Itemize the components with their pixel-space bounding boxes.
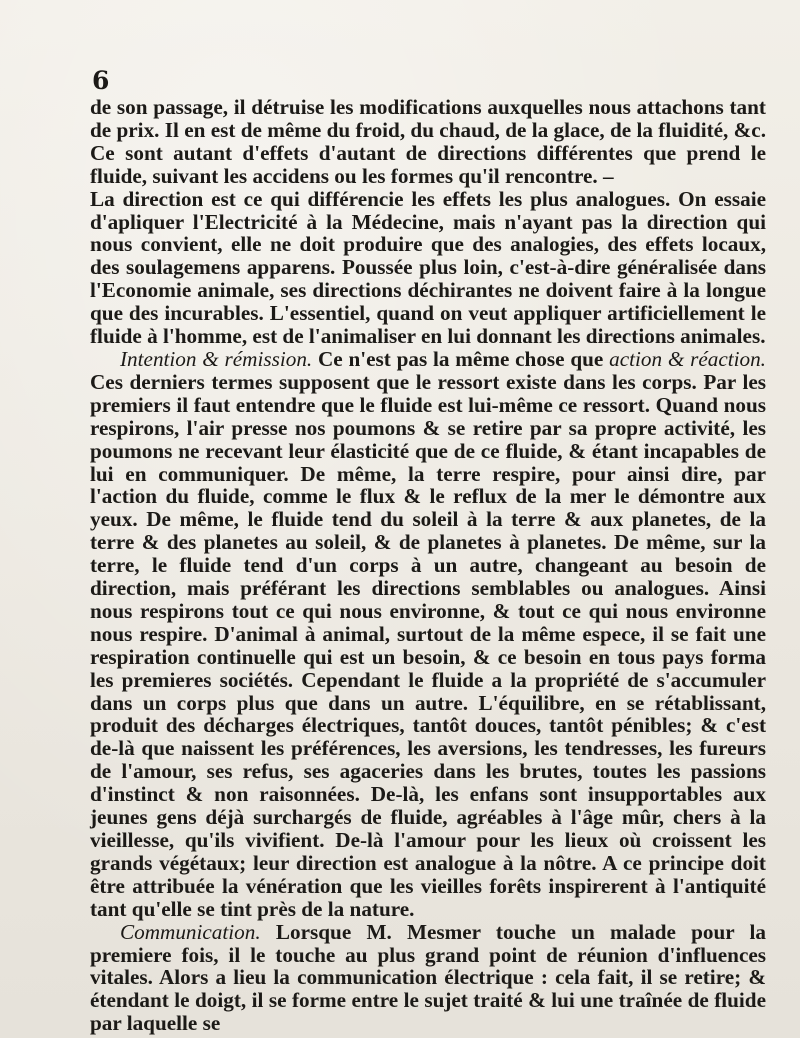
page-number: 6 (92, 66, 110, 95)
paragraph-text: Ce n'est pas la même chose que (312, 346, 610, 371)
emphasis-text: action & réaction. (609, 346, 766, 371)
paragraph-text: Ces derniers termes supposent que le ressort existe dans les corps. Par les premiers il faut entendre que le fluide est lui-même ce ressort. Quand nous respirons, l'air presse nos poumons & se retire par sa propre activité, les poumons ne recevant leur élasticité que de ce fluide, & étant incapables de lui en communiquer. De même, la terre respire, pour ainsi dire, par l'action du fluide, comme le flux & le reflux de la mer le démontre aux yeux. De même, le fluide tend du soleil à la terre & aux planetes, de la terre & des planetes au soleil, & de planetes à planetes. De même, sur la terre, le fluide tend d'un corps à un autre, changeant au besoin de direction, mais préférant les directions semblables ou analogues. Ainsi nous respirons tout ce qui nous environne, & tout ce qui nous environne nous respire. D'animal à animal, surtout de la même espece, il se fait une respiration continuelle qui est un besoin, & ce besoin en tous pays forma les premieres sociétés. Cependant le fluide a la propriété de s'accumuler dans un corps plus que dans un autre. L'équilibre, en se rétablissant, produit des décharges électriques, tantôt douces, tantôt pénibles; & c'est de-là que naissent les préférences, les aversions, les tendresses, les fureurs de l'amour, ses refus, ses agaceries dans les brutes, toutes les passions d'instinct & non raisonnées. De-là, les enfans sont insupportables aux jeunes gens déjà surchargés de fluide, agréables à l'âge mûr, chers à la vieillesse, qu'ils vivifient. De-là l'amour pour les lieux où croissent les grands végétaux; leur direction est analogue à la nôtre. A ce principe doit être attribuée la vénération que les vieilles forêts inspirerent à l'antiquité tant qu'elle se tint près de la nature. (90, 369, 766, 921)
paragraph-2 (90, 188, 766, 348)
section-term: Intention & rémission. (120, 346, 313, 371)
paragraph-text: de son passage, il détruise les modifications auxquelles nous attachons tant de prix. Il en est de même du froid, du chaud, de la glace, de la fluidité, &c. Ce sont autant d'effets d'autant de directions différentes que prend le fluide, suivant les accidens ou les formes qu'il rencontre. – (90, 95, 766, 188)
paragraph-3 (90, 348, 766, 921)
section-term: Communication. (120, 919, 261, 944)
paragraph-1 (90, 96, 766, 188)
paragraph-text: Lorsque M. Mesmer touche un malade pour la premiere fois, il le touche au plus grand point de réunion d'influences vitales. Alors a lieu la communication électrique : cela fait, il se retire; & étendant le doigt, il se forme entre le sujet traité & lui une traînée de fluide par laquelle se (90, 919, 766, 1036)
paragraph-4 (90, 921, 766, 1036)
body-text (90, 96, 766, 1035)
paragraph-text: La direction est ce qui différencie les effets les plus analogues. On essaie d'apliquer l'Electricité à la Médecine, mais n'ayant pas la direction qui nous convient, elle ne doit produire que des analogies, des effets locaux, des soulagemens apparens. Poussée plus loin, c'est-à-dire généralisée dans l'Economie animale, ses directions déchirantes ne doivent faire à la longue que des incurables. L'essentiel, quand on veut appliquer artificiellement le fluide à l'homme, est de l'animaliser en lui donnant les directions animales. (90, 186, 766, 349)
